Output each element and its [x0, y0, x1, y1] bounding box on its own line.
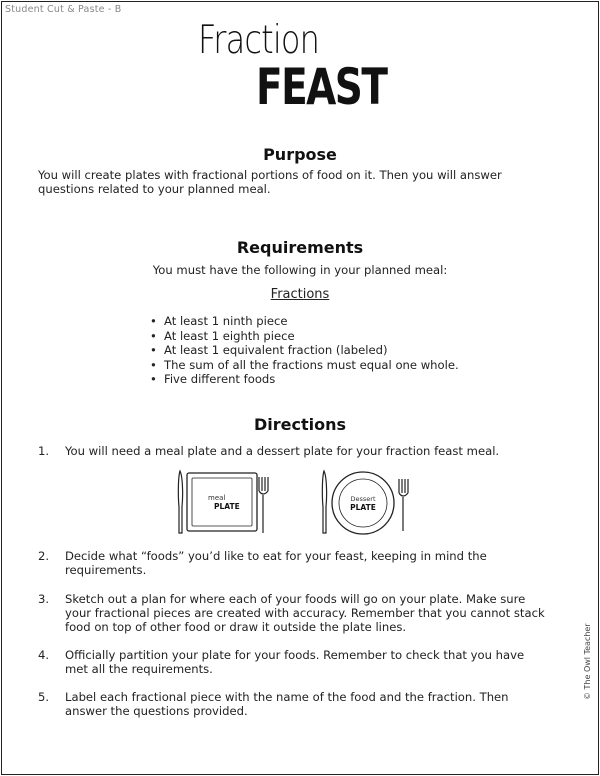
- title-line2: FEAST: [256, 58, 387, 116]
- step-text: Label each fractional piece with the name of the food and the fraction. Then answer the questions provided.: [65, 690, 509, 718]
- list-item: • Five different foods: [150, 372, 459, 387]
- step-number: 2.: [38, 549, 50, 563]
- directions-heading: Directions: [253, 415, 347, 434]
- step-number: 5.: [38, 690, 50, 704]
- step-text: You will need a meal plate and a dessert plate for your fraction feast meal.: [65, 444, 500, 458]
- meal-plate-label-1: meal: [208, 494, 226, 502]
- dessert-plate-label-2: PLATE: [350, 503, 376, 512]
- step-number: 3.: [38, 592, 50, 606]
- requirements-list: [150, 314, 459, 387]
- purpose-heading: Purpose: [263, 145, 337, 164]
- requirements-intro: You must have the following in your planned meal:: [152, 263, 448, 277]
- header-label: Student Cut & Paste - B: [5, 4, 122, 15]
- fractions-heading: [0, 287, 600, 302]
- step-number: 4.: [38, 648, 50, 662]
- step-text: Officially partition your plate for your foods. Remember to check that you have met all the requirements.: [65, 648, 525, 676]
- plates-illustration: [173, 467, 423, 537]
- step-text: Decide what “foods” you’d like to eat for your feast, keeping in mind the requirements.: [65, 549, 487, 577]
- step-number: 1.: [38, 444, 50, 458]
- dessert-plate-icon: [322, 471, 408, 534]
- meal-plate-icon: [178, 471, 268, 533]
- step-text: Sketch out a plan for where each of your foods will go on your plate. Make sure your fractional pieces are created with accuracy. Remember that you cannot stack food on top of other food or draw it outside the plate lines.: [65, 592, 545, 634]
- dessert-plate-label-1: Dessert: [350, 495, 376, 503]
- fractions-heading-text: Fractions: [270, 287, 330, 302]
- list-item: • The sum of all the fractions must equal one whole.: [150, 358, 459, 373]
- requirements-heading: Requirements: [236, 238, 364, 257]
- title-line1: Fraction: [198, 18, 320, 63]
- meal-plate-label-2: PLATE: [214, 502, 240, 511]
- list-item: • At least 1 eighth piece: [150, 329, 459, 344]
- purpose-text: You will create plates with fractional portions of food on it. Then you will answer questions related to your planned meal.: [38, 168, 502, 196]
- list-item: • At least 1 ninth piece: [150, 314, 459, 329]
- credit-text: © The Owl Teacher: [583, 623, 592, 700]
- list-item: • At least 1 equivalent fraction (labeled): [150, 343, 459, 358]
